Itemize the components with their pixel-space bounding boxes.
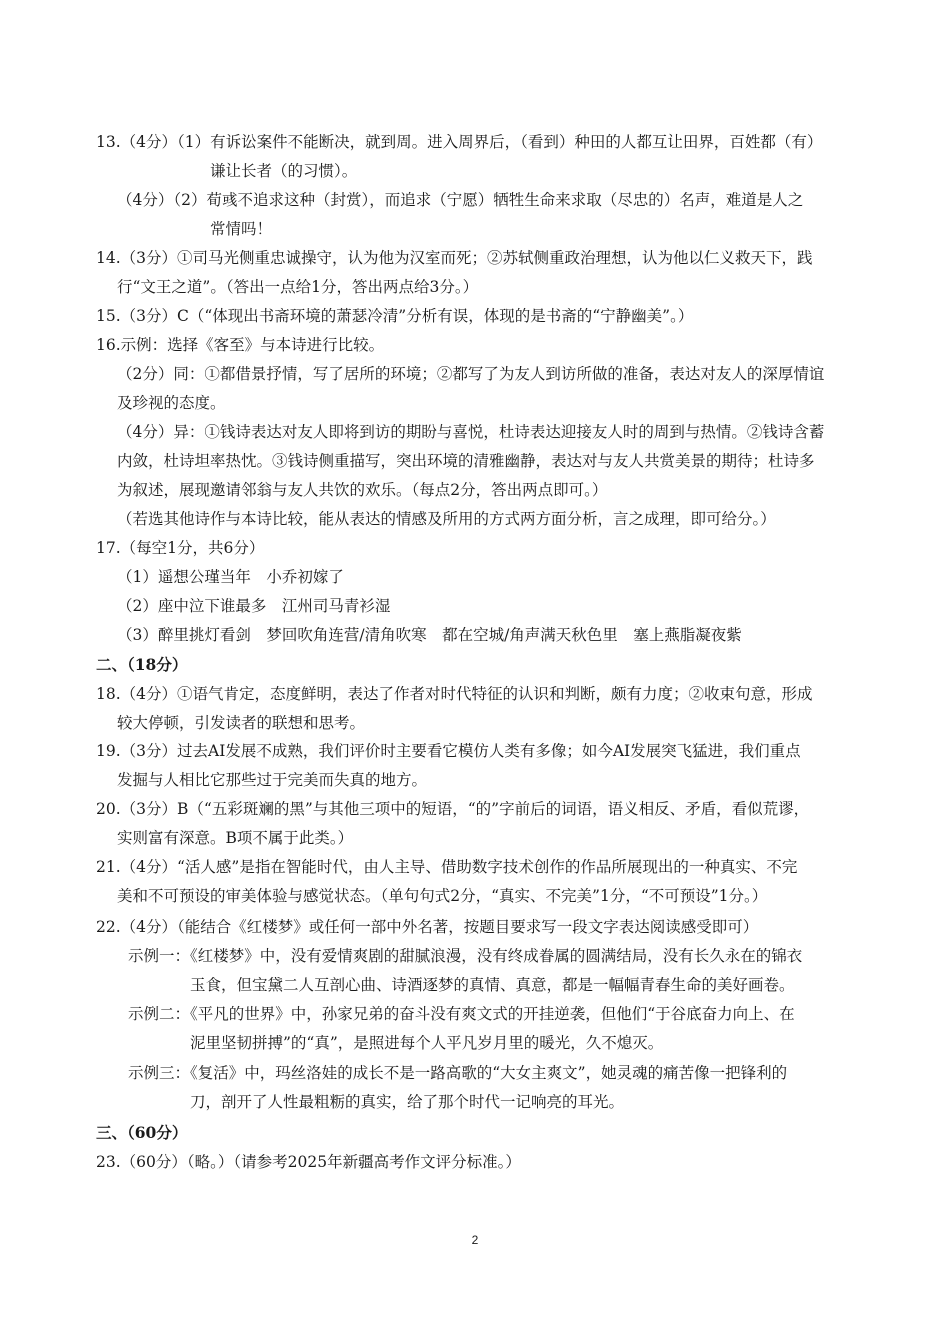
answer-13-line-2: 谦让长者（的习惯）。 bbox=[210, 162, 358, 180]
answer-23-line-1: 23.（60分）（略。）（请参考2025年新疆高考作文评分标准。） bbox=[96, 1153, 521, 1171]
answer-19-line-1: 19.（3分）过去AI发展不成熟，我们评价时主要看它模仿人类有多像；如今AI发展突飞猛进，我们重点 bbox=[96, 742, 801, 760]
answer-16-line-7: （若选其他诗作与本诗比较，能从表达的情感及所用的方式两方面分析，言之成理，即可给分。） bbox=[117, 510, 776, 528]
answer-17-line-1: 17.（每空1分，共6分） bbox=[96, 539, 265, 557]
answer-22-example-2-line-1: 示例二：《平凡的世界》中，孙家兄弟的奋斗没有爽文式的开挂逆袭，但他们“于谷底奋力向上、在 bbox=[128, 1005, 795, 1023]
answer-22-example-1-line-2: 玉食，但宝黛二人互剖心曲、诗酒逐梦的真情、真意，都是一幅幅青春生命的美好画卷。 bbox=[190, 976, 795, 994]
answer-18-line-1: 18.（4分）①语气肯定，态度鲜明，表达了作者对时代特征的认识和判断，颇有力度；②收束句意，形成 bbox=[96, 685, 813, 703]
answer-17-line-2: （1）遥想公瑾当年 小乔初嫁了 bbox=[117, 568, 344, 586]
answer-14-line-2: 行“文王之道”。（答出一点给1分，答出两点给3分。） bbox=[117, 278, 479, 296]
answer-16-line-2: （2分）同：①都借景抒情，写了居所的环境；②都写了为友人到访所做的准备，表达对友人的深厚情谊 bbox=[117, 365, 825, 383]
answer-13-line-1: 13.（4分）（1）有诉讼案件不能断决，就到周。进入周界后，（看到）种田的人都互让田界，百姓都（有） bbox=[96, 133, 823, 151]
answer-19-line-2: 发掘与人相比它那些过于完美而失真的地方。 bbox=[117, 771, 428, 789]
section-three-heading: 三、（60分） bbox=[96, 1123, 188, 1142]
answer-14-line-1: 14.（3分）①司马光侧重忠诚操守，认为他为汉室而死；②苏轼侧重政治理想，认为他以仁义救天下，践 bbox=[96, 249, 813, 267]
answer-13-line-3: （4分）（2）荀彧不追求这种（封赏），而追求（宁愿）牺牲生命来求取（尽忠的）名声，难道是人之 bbox=[117, 191, 804, 209]
answer-13-line-4: 常情吗！ bbox=[210, 220, 273, 238]
answer-15-line-1: 15.（3分）C（“体现出书斋环境的萧瑟冷清”分析有误，体现的是书斋的“宁静幽美”。） bbox=[96, 307, 694, 325]
page-number: 2 bbox=[471, 1233, 479, 1247]
answer-16-line-4: （4分）异：①钱诗表达对友人即将到访的期盼与喜悦，杜诗表达迎接友人时的周到与热情。②钱诗含蓄 bbox=[117, 423, 825, 441]
answer-21-line-1: 21.（4分）“活人感”是指在智能时代，由人主导、借助数字技术创作的作品所展现出的一种真实、不完 bbox=[96, 858, 798, 876]
answer-21-line-2: 美和不可预设的审美体验与感觉状态。（单句句式2分，“真实、不完美”1分，“不可预设”1分。） bbox=[117, 887, 768, 905]
answer-22-example-2-line-2: 泥里坚韧拼搏”的“真”，是照进每个人平凡岁月里的暖光，久不熄灭。 bbox=[190, 1034, 664, 1052]
answer-16-line-3: 及珍视的态度。 bbox=[117, 394, 226, 412]
answer-22-example-3-line-2: 刀，剖开了人性最粗粝的真实，给了那个时代一记响亮的耳光。 bbox=[190, 1093, 625, 1111]
answer-22-line-1: 22.（4分）（能结合《红楼梦》或任何一部中外名著，按题目要求写一段文字表达阅读感受即可） bbox=[96, 918, 759, 936]
answer-16-line-6: 为叙述，展现邀请邻翁与友人共饮的欢乐。（每点2分，答出两点即可。） bbox=[117, 481, 608, 499]
section-two-heading: 二、（18分） bbox=[96, 655, 188, 674]
answer-18-line-2: 较大停顿，引发读者的联想和思考。 bbox=[117, 714, 366, 732]
answer-20-line-2: 实则富有深意。B项不属于此类。） bbox=[117, 829, 354, 847]
answer-20-line-1: 20.（3分）B（“五彩斑斓的黑”与其他三项中的短语，“的”字前后的词语，语义相反、矛盾，看似荒谬， bbox=[96, 800, 810, 818]
answer-17-line-4: （3）醉里挑灯看剑 梦回吹角连营/清角吹寒 都在空城/角声满天秋色里 塞上燕脂凝夜紫 bbox=[117, 626, 742, 644]
answer-17-line-3: （2）座中泣下谁最多 江州司马青衫湿 bbox=[117, 597, 391, 615]
answer-16-line-1: 16.示例：选择《客至》与本诗进行比较。 bbox=[96, 336, 385, 354]
answer-22-example-3-line-1: 示例三：《复活》中，玛丝洛娃的成长不是一路高歌的“大女主爽文”，她灵魂的痛苦像一把锋利的 bbox=[128, 1064, 788, 1082]
answer-16-line-5: 内敛，杜诗坦率热忱。③钱诗侧重描写，突出环境的清雅幽静，表达对与友人共赏美景的期待；杜诗多 bbox=[117, 452, 815, 470]
answer-22-example-1-line-1: 示例一：《红楼梦》中，没有爱情爽剧的甜腻浪漫，没有终成眷属的圆满结局，没有长久永在的锦衣 bbox=[128, 947, 803, 965]
